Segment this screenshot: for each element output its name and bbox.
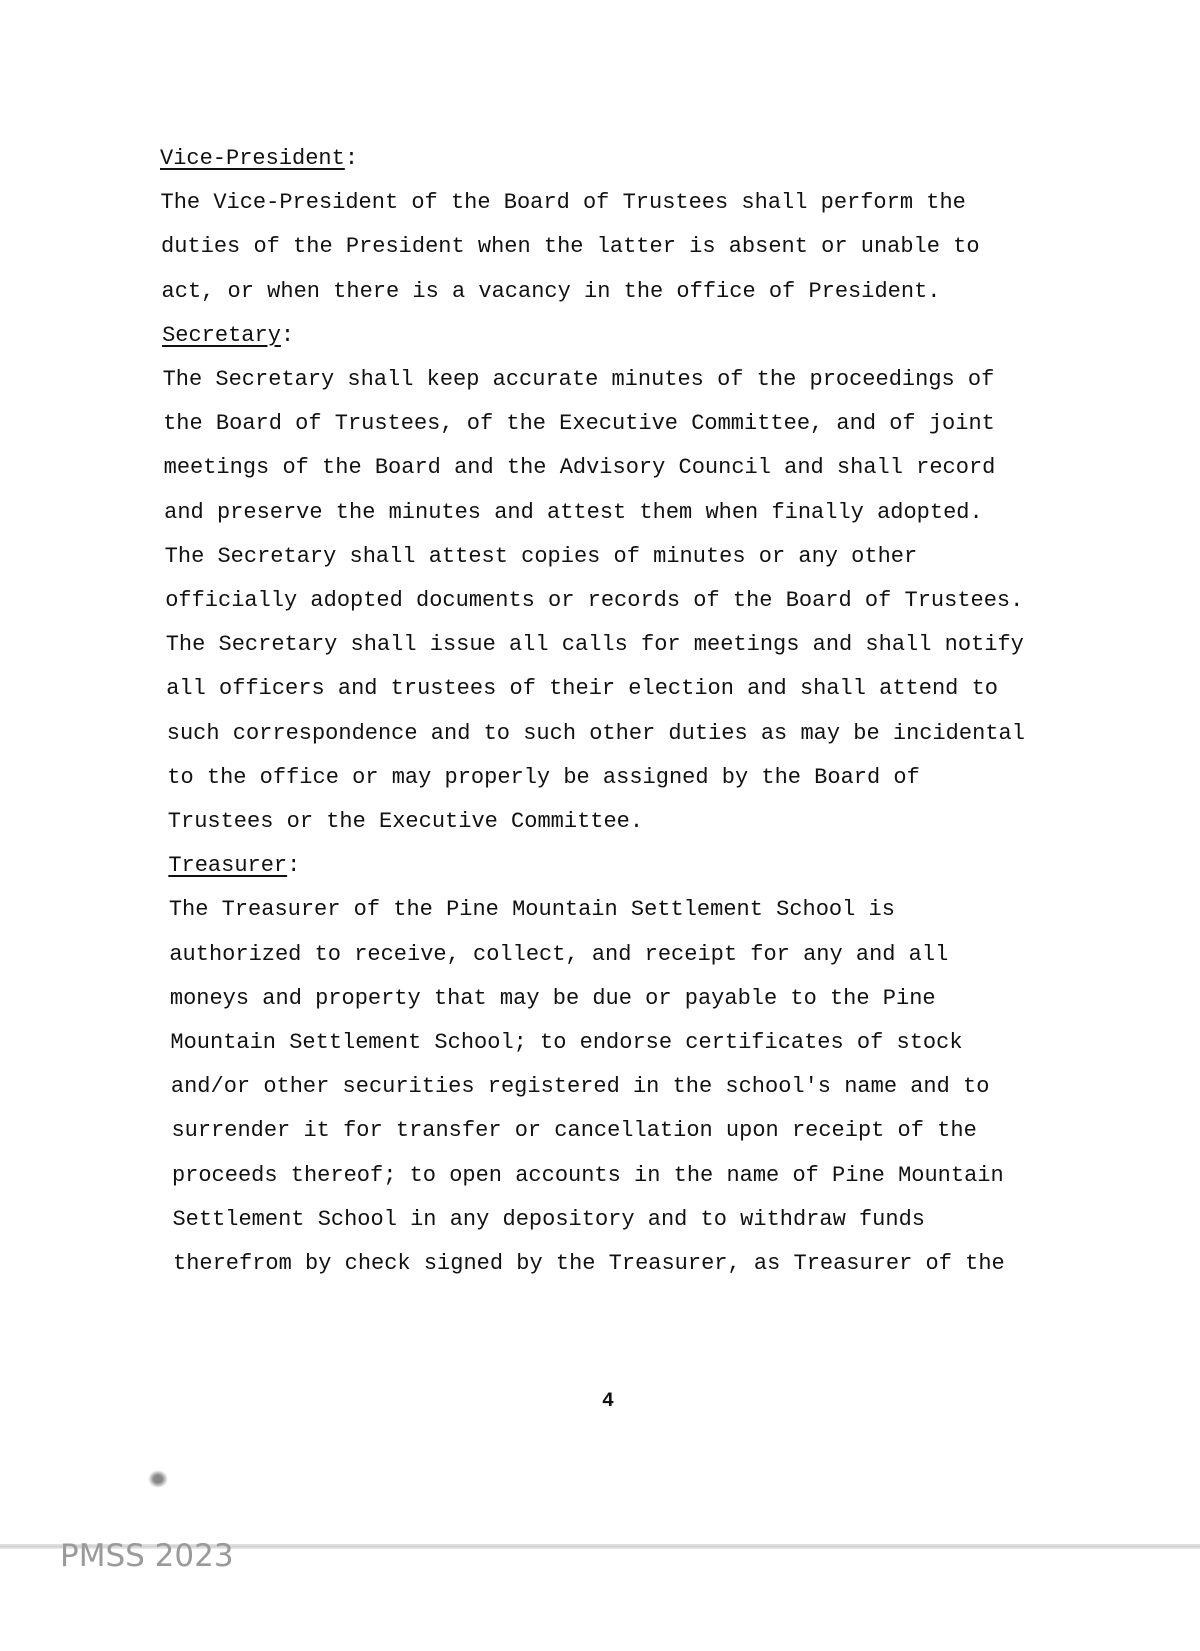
section-heading-text: Secretary [162, 322, 281, 348]
body-text-line: proceeds thereof; to open accounts in the name of Pine Mountain [171, 1162, 1004, 1188]
body-text-line: The Treasurer of the Pine Mountain Settlement School is [168, 897, 895, 923]
body-text-line: and preserve the minutes and attest them when finally adopted. [164, 499, 983, 525]
scan-smudge [148, 1470, 168, 1488]
section-heading-text: Treasurer [168, 853, 288, 879]
watermark: PMSS 2023 [60, 1538, 234, 1574]
body-text-line: Mountain Settlement School; to endorse certificates of stock [170, 1030, 963, 1055]
section-heading [162, 322, 295, 348]
body-text-line: Settlement School in any depository and to withdraw funds [172, 1206, 925, 1232]
section-heading-text: Vice-President [160, 146, 345, 171]
body-text-line: duties of the President when the latter is absent or unable to [161, 234, 980, 260]
body-text-line: all officers and trustees of their election and shall attend to [166, 676, 998, 702]
page-number: 4 [602, 1390, 615, 1413]
body-text-line: authorized to receive, collect, and receipt for any and all [169, 941, 949, 967]
section-heading [168, 855, 300, 877]
body-text-line: the Board of Trustees, of the Executive Committee, and of joint [163, 411, 995, 437]
body-text-line: The Secretary shall keep accurate minutes of the proceedings of [162, 367, 995, 392]
body-text-line: The Secretary shall issue all calls for meetings and shall notify [165, 632, 1024, 658]
body-text-line: Trustees or the Executive Committee. [167, 809, 644, 834]
body-text-line: and/or other securities registered in the school's name and to [170, 1074, 990, 1100]
body-text-line: officially adopted documents or records of the Board of Trustees. [165, 588, 1024, 613]
body-text-line: therefrom by check signed by the Treasurer, as Treasurer of the [173, 1251, 1005, 1276]
body-text-line: moneys and property that may be due or payable to the Pine [169, 985, 936, 1011]
body-text-line: The Secretary shall attest copies of minutes or any other [164, 543, 918, 569]
heading-colon: : [344, 146, 359, 171]
heading-colon: : [280, 322, 295, 348]
body-text-line: such correspondence and to such other duties as may be incidental [166, 720, 1025, 746]
body-text-line: surrender it for transfer or cancellation upon receipt of the [171, 1118, 977, 1144]
heading-colon: : [287, 853, 301, 879]
body-text-line: to the office or may properly be assigned by the Board of [167, 764, 920, 790]
section-heading [160, 148, 358, 170]
body-text-line: meetings of the Board and the Advisory Council and shall record [163, 455, 996, 481]
body-text-line: act, or when there is a vacancy in the office of President. [161, 278, 941, 304]
body-text-line: The Vice-President of the Board of Trustees shall perform the [160, 190, 966, 216]
